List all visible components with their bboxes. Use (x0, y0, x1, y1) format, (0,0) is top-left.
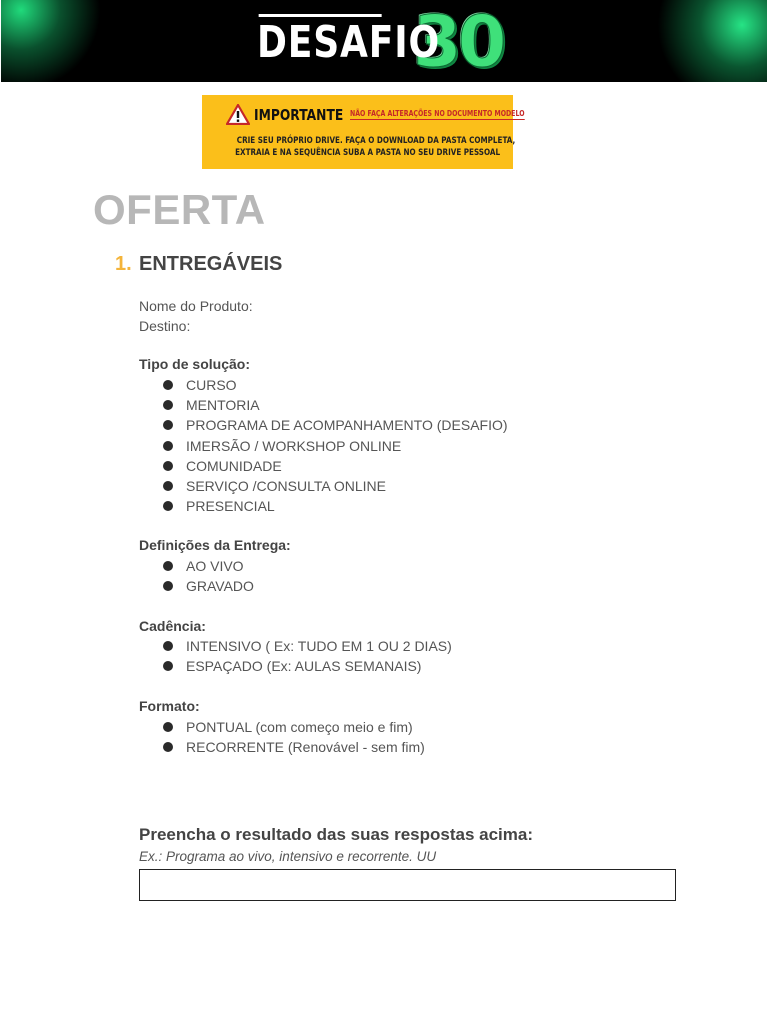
important-notice (202, 95, 525, 169)
notice-header (226, 104, 574, 125)
list-item: PROGRAMA DE ACOMPANHAMENTO (DESAFIO) (163, 415, 508, 435)
product-name-label: Nome do Produto: (139, 298, 253, 314)
format-list (163, 717, 425, 757)
list-item: RECORRENTE (Renovável - sem fim) (163, 737, 425, 757)
desafio-30-logo (257, 1, 503, 82)
section-title: ENTREGÁVEIS (139, 253, 283, 275)
green-glow-right (657, 0, 767, 82)
result-input[interactable] (139, 869, 676, 901)
delivery-definitions-label: Definições da Entrega: (139, 537, 291, 553)
logo-number: 30 (413, 1, 503, 82)
result-prompt: Preencha o resultado das suas respostas acima: (139, 825, 534, 844)
list-item: ESPAÇADO (Ex: AULAS SEMANAIS) (163, 656, 452, 676)
bullet-icon (163, 641, 173, 651)
bullet-icon (163, 742, 173, 752)
bullet-icon (163, 581, 173, 591)
bullet-icon (163, 441, 173, 451)
list-item: CURSO (163, 375, 508, 395)
logo-word: DESAFIO (257, 17, 388, 68)
green-glow-left (1, 0, 101, 82)
logo-bar (259, 14, 382, 17)
list-item: MENTORIA (163, 395, 508, 415)
cadence-list (163, 636, 452, 676)
notice-line-1: CRIE SEU PRÓPRIO DRIVE. FAÇA O DOWNLOAD DA PASTA COMPLETA, (236, 136, 516, 146)
list-item: PONTUAL (com começo meio e fim) (163, 717, 425, 737)
list-item: INTENSIVO ( Ex: TUDO EM 1 OU 2 DIAS) (163, 636, 452, 656)
result-example: Ex.: Programa ao vivo, intensivo e recorrente. UU (139, 849, 437, 864)
bullet-icon (163, 661, 173, 671)
list-item: PRESENCIAL (163, 496, 508, 516)
notice-title: IMPORTANTE (254, 105, 344, 124)
bullet-icon (163, 400, 173, 410)
bullet-icon (163, 420, 173, 430)
list-item: SERVIÇO /CONSULTA ONLINE (163, 476, 508, 496)
bullet-icon (163, 561, 173, 571)
bullet-icon (163, 461, 173, 471)
bullet-icon (163, 722, 173, 732)
destination-label: Destino: (139, 318, 191, 334)
list-item: GRAVADO (163, 576, 254, 596)
warning-icon (226, 104, 250, 125)
list-item: IMERSÃO / WORKSHOP ONLINE (163, 436, 508, 456)
header-banner (1, 0, 767, 82)
notice-body (202, 135, 516, 159)
delivery-definitions-list (163, 556, 254, 596)
list-item: AO VIVO (163, 556, 254, 576)
notice-alert: NÃO FAÇA ALTERAÇÕES NO DOCUMENTO MODELO (350, 109, 525, 118)
bullet-icon (163, 501, 173, 511)
solution-type-label: Tipo de solução: (139, 356, 250, 372)
page-title: OFERTA (93, 186, 266, 233)
solution-type-list (163, 375, 508, 516)
list-item: COMUNIDADE (163, 456, 508, 476)
notice-line-2: EXTRAIA E NA SEQUÊNCIA SUBA A PASTA NO SEU DRIVE PESSOAL (235, 148, 501, 158)
bullet-icon (163, 481, 173, 491)
format-label: Formato: (139, 698, 200, 714)
section-number: 1. (115, 253, 132, 275)
cadence-label: Cadência: (139, 618, 206, 634)
bullet-icon (163, 380, 173, 390)
